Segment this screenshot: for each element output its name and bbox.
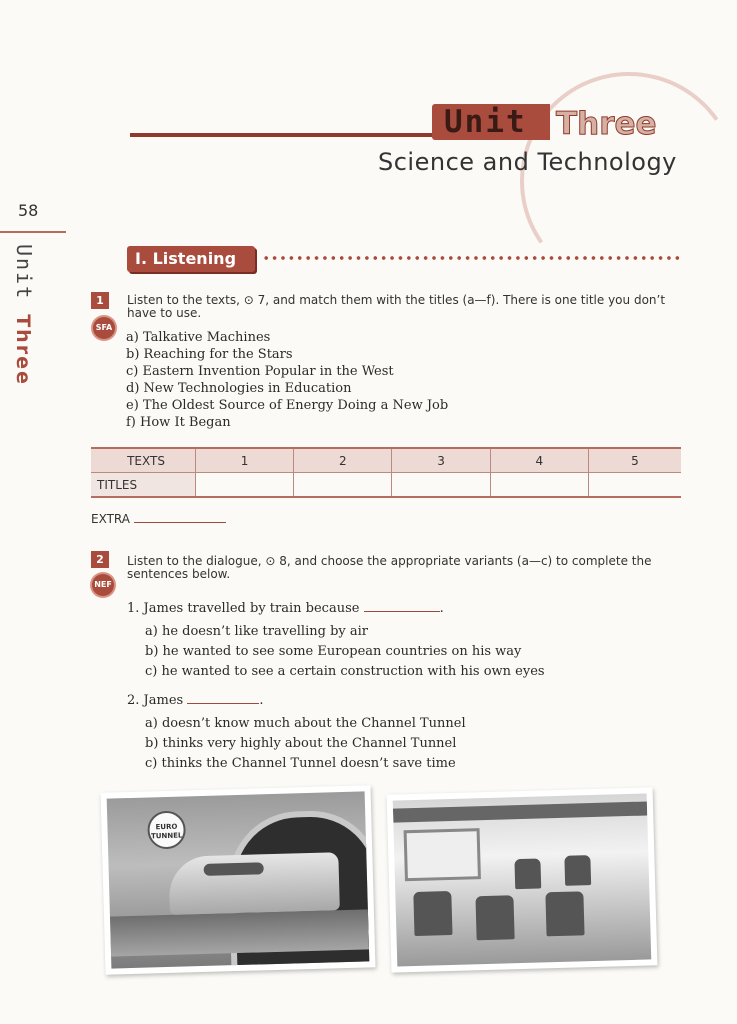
extra-label: EXTRA [91,512,130,526]
table-cell: 5 [588,448,681,473]
unit-word: Unit [444,104,527,140]
table-row-header: TITLES [91,473,196,498]
task-1-number: 1 [91,292,109,309]
photo-image [393,793,652,966]
luggage-rack [393,801,647,822]
list-item: b) thinks very highly about the Channel Tunnel [145,736,457,751]
answer-cell[interactable] [588,473,681,498]
task-2-badge: NEF [92,574,114,596]
answer-blank[interactable] [187,703,259,704]
list-item: a) doesn’t know much about the Channel Tunnel [145,716,466,731]
sidebar-unit-word: Unit [12,244,36,301]
list-item: c) he wanted to see a certain construction with his own eyes [145,664,545,679]
answer-cell[interactable] [294,473,392,498]
page-number: 58 [18,201,39,220]
list-item: f) How It Began [126,415,231,430]
table-cell: 3 [392,448,490,473]
list-item: c) thinks the Channel Tunnel doesn’t save time [145,756,456,771]
seat [514,858,541,889]
section-dotted-rule [262,255,682,261]
list-item: e) The Oldest Source of Energy Doing a New Job [126,398,449,413]
task-2-instruction: Listen to the dialogue, ⊙ 8, and choose the appropriate variants (a—c) to complete the sentences below. [127,554,652,581]
task-2-number: 2 [91,551,109,568]
header-arc-decoration [503,55,737,308]
sidebar-rule [0,231,66,233]
list-item: b) Reaching for the Stars [126,347,293,362]
question-stem: 2. James [127,693,184,708]
table-row-header: TEXTS [91,448,196,473]
table-row [91,448,681,473]
seat [475,895,514,940]
task-1-options [126,329,448,431]
photo-image [107,791,370,968]
table-row [91,473,681,498]
task-1-badge: SFA [93,317,115,339]
unit-subtitle: Science and Technology [378,148,677,176]
answer-cell[interactable] [490,473,588,498]
answer-blank[interactable] [364,611,440,612]
table-cell: 2 [294,448,392,473]
eurotunnel-train-photo [101,785,376,974]
table-cell: 4 [490,448,588,473]
list-item: a) he doesn’t like travelling by air [145,624,368,639]
table-cell: 1 [196,448,294,473]
eurotunnel-logo: EURO TUNNEL [147,810,186,849]
seat [545,891,584,936]
window [404,828,481,881]
question-stem: 1. James travelled by train because [127,601,360,616]
sidebar-three-word: Three [12,314,34,386]
track-bed [110,909,369,956]
seat [564,855,591,886]
question-2: 2. James . [127,693,264,708]
list-item: d) New Technologies in Education [126,381,352,396]
list-item: a) Talkative Machines [126,330,271,345]
seat [413,891,452,936]
train-interior-photo [387,787,658,972]
train-window [204,862,264,876]
section-title: I. Listening [135,249,237,268]
answer-cell[interactable] [196,473,294,498]
sidebar-unit-title [8,244,38,384]
list-item: b) he wanted to see some European countries on his way [145,644,522,659]
header-rule [130,133,432,137]
list-item: c) Eastern Invention Popular in the West [126,364,394,379]
unit-number-word: Three [556,106,657,142]
answer-cell[interactable] [392,473,490,498]
task-1-instruction: Listen to the texts, ⊙ 7, and match them with the titles (a—f). There is one title you don’t have to use. [127,293,666,320]
extra-answer-line[interactable] [134,522,226,523]
question-1: 1. James travelled by train because . [127,601,444,616]
matching-table [91,447,681,498]
